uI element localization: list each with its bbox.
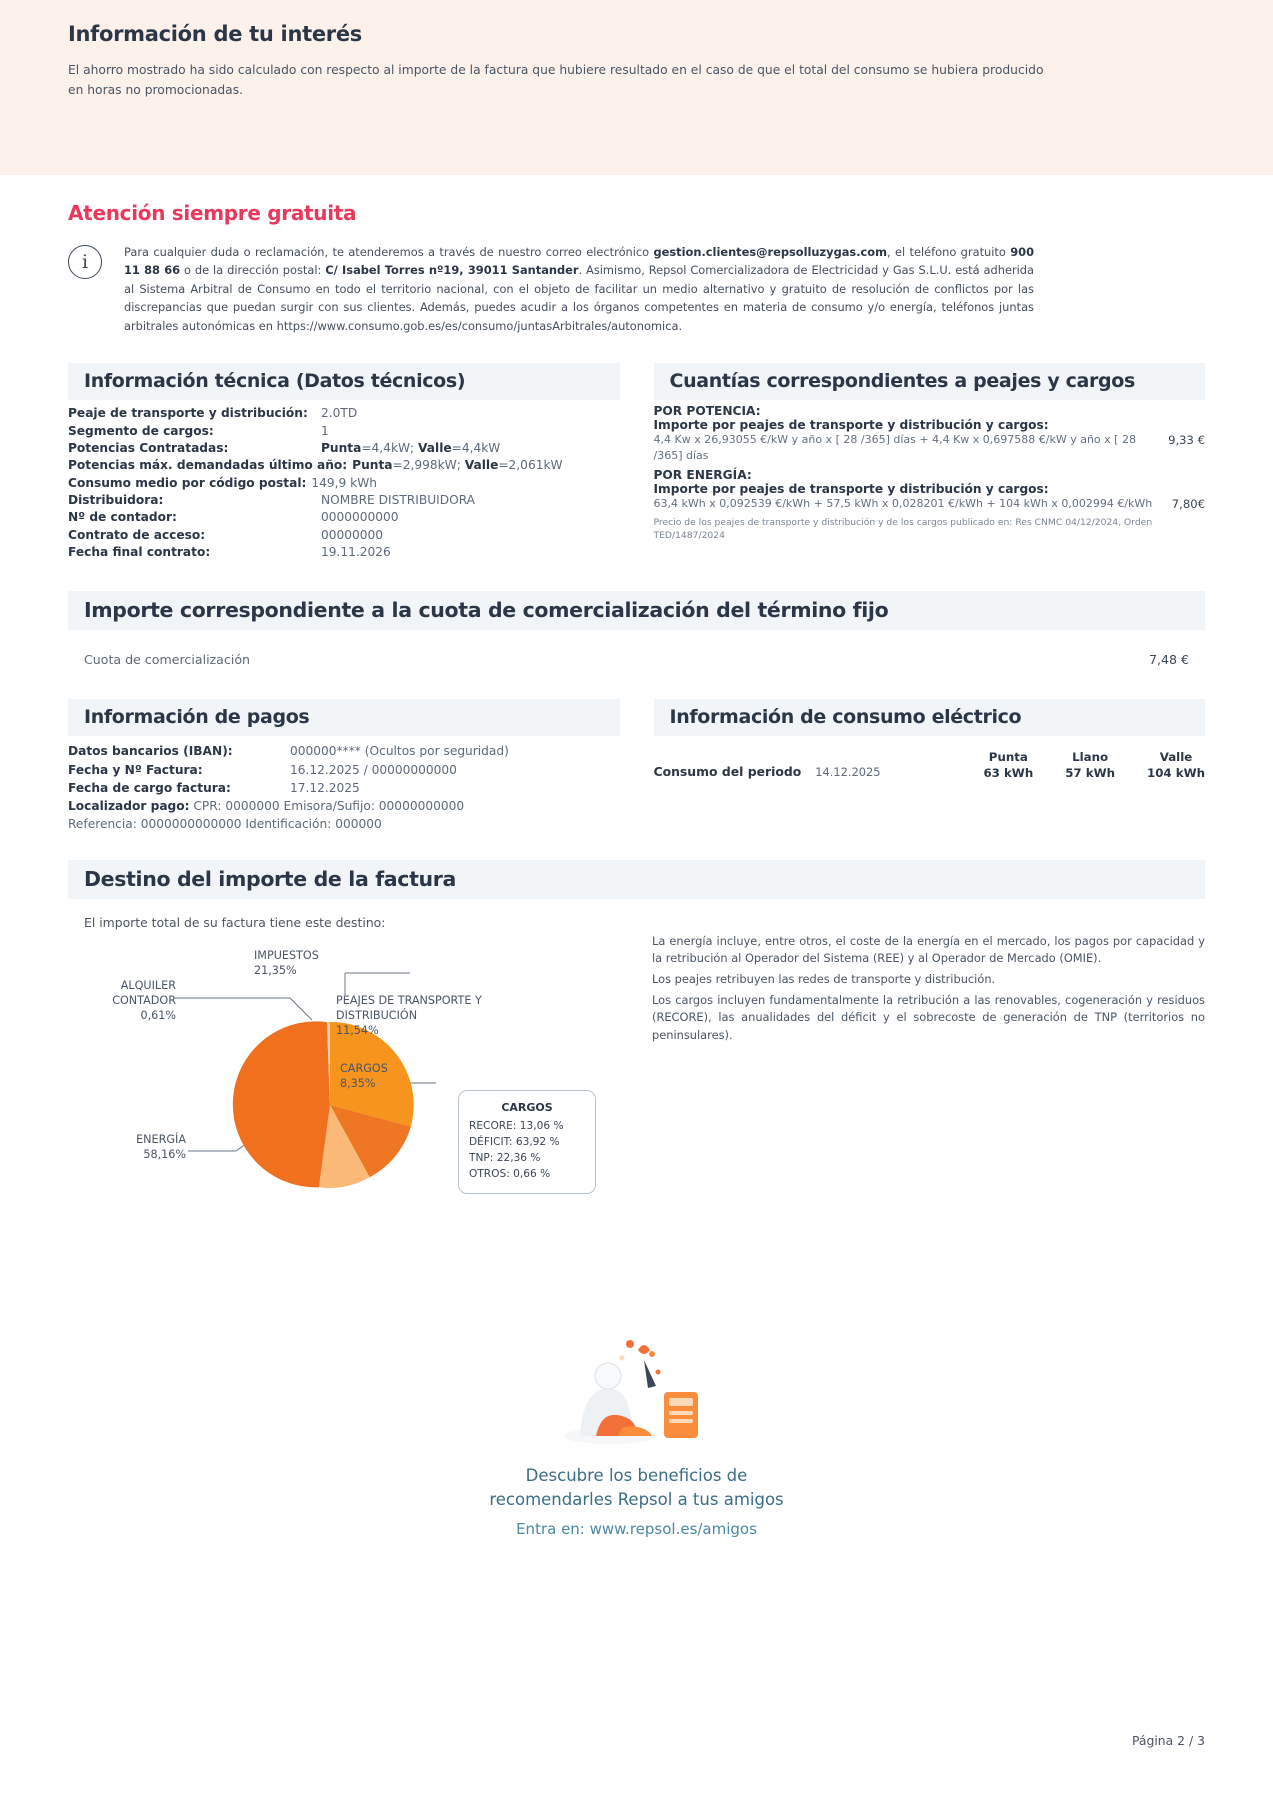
atencion-p1: Para cualquier duda o reclamación, te atenderemos a través de nuestro correo electrónico <box>124 245 654 259</box>
table-row <box>68 761 620 779</box>
label-pct: 11,54% <box>336 1024 379 1037</box>
iban-value: 000000**** (Ocultos por seguridad) <box>290 744 509 759</box>
row-value <box>347 457 562 474</box>
label-pct: 8,35% <box>340 1076 376 1090</box>
pagos-title: Información de pagos <box>68 699 620 736</box>
fecha-factura-label: Fecha y Nº Factura: <box>68 762 203 777</box>
potencia-formula: 4,4 Kw x 26,93055 €/kW y año x [ 28 /365] días + 4,4 Kw x 0,697588 €/kW y año x [ 28 /365] días <box>653 433 1136 463</box>
consumo-row-label: Consumo del periodo <box>653 763 802 779</box>
energia-formula-row <box>654 496 1206 512</box>
cuantias-title: Cuantías correspondientes a peajes y cargos <box>654 363 1206 400</box>
consumo-cell-punta <box>983 750 1033 781</box>
atencion-section <box>0 175 1273 335</box>
table-row <box>68 509 620 526</box>
cell-name: Valle <box>1159 750 1193 765</box>
cuota-section <box>0 591 1273 683</box>
localizador-label: Localizador pago: <box>68 799 190 814</box>
atencion-p4: . Asimismo, Repsol Comercializadora de Electricidad y Gas S.L.U. está adherida al Sistema Arbitral de Consumo en todo el territorio nacional, con el objeto de facilitar un medio alternativo y gratuito de resolución de conflictos por las discrepancias que puedan surgir con sus clientes. Además, puedes acudir a los órganos competentes en materia de consumo y/o energía, teléfonos juntas arbitrales autonómicas en https://www.consumo.gob.es/es/consumo/juntasArbitrales/autonomica. <box>124 263 1035 333</box>
destino-explanations <box>652 915 1205 1238</box>
tecnica-title: Información técnica (Datos técnicos) <box>68 363 620 400</box>
tecnica-table <box>68 405 620 561</box>
cargos-line-recore: RECORE: 13,06 % <box>469 1120 564 1133</box>
localizador-row <box>68 797 620 815</box>
consumo-cell-valle <box>1147 750 1205 781</box>
potencia-amount: 9,33 € <box>1168 433 1205 448</box>
atencion-phone: 900 11 88 66 <box>124 245 1034 278</box>
table-row <box>68 779 620 797</box>
cargos-line-tnp: TNP: 22,36 % <box>469 1152 541 1165</box>
label-name: ALQUILER CONTADOR <box>112 978 176 1007</box>
promo-text-2: recomendarles Repsol a tus amigos <box>489 1489 784 1509</box>
localizador-value: CPR: 0000000 Emisora/Sufijo: 00000000000 <box>193 799 465 814</box>
cell-name: Punta <box>988 750 1028 765</box>
page-number: Página 2 / 3 <box>1131 1733 1205 1748</box>
table-row <box>68 457 620 474</box>
row-value <box>316 440 500 457</box>
destino-chart-wrap <box>68 915 628 1238</box>
destino-pie-chart <box>68 938 628 1238</box>
consumo-date: 14.12.2025 <box>815 764 881 779</box>
energia-formula: 63,4 kWh x 0,092539 €/kWh + 57,5 kWh x 0,028201 €/kWh + 104 kWh x 0,002994 €/kWh <box>653 497 1153 511</box>
tecnica-cuantias-row <box>0 363 1273 561</box>
row-value: 19.11.2026 <box>321 544 391 559</box>
promo-text-1: Descubre los beneficios de <box>525 1465 748 1485</box>
cuota-amount: 7,48 € <box>1148 652 1189 668</box>
label-name: CARGOS <box>340 1061 388 1075</box>
row-value: 00000000 <box>321 527 384 542</box>
cargos-line-deficit: DÉFICIT: 63,92 % <box>469 1136 560 1149</box>
pagos-table <box>68 742 620 833</box>
cuota-label: Cuota de comercialización <box>84 652 251 668</box>
atencion-email: gestion.clientes@repsolluzygas.com <box>653 245 887 259</box>
promo-block <box>0 1330 1273 1538</box>
interes-title: Información de tu interés <box>68 22 362 46</box>
potencia-formula-row <box>654 432 1206 464</box>
cargos-breakdown-box <box>458 1090 596 1194</box>
destino-p2: Los peajes retribuyen las redes de transporte y distribución. <box>652 972 996 987</box>
energia-amount: 7,80€ <box>1171 497 1205 512</box>
fecha-factura-value: 16.12.2025 / 00000000000 <box>290 762 457 777</box>
consumo-table <box>654 750 1206 781</box>
table-row <box>68 405 620 422</box>
cell-value: 63 kWh <box>983 765 1034 780</box>
interes-text: El ahorro mostrado ha sido calculado con respecto al importe de la factura que hubiere resultado en el caso de que el total del consumo se hubiera producido en horas no promocionadas. <box>68 63 1044 98</box>
row-key: Nº de contador: <box>68 510 177 525</box>
atencion-address: C/ Isabel Torres nº19, 39011 Santander <box>325 263 579 278</box>
cell-value: 57 kWh <box>1065 765 1115 780</box>
row-value: 149,9 kWh <box>311 475 377 490</box>
fecha-cargo-value: 17.12.2025 <box>290 780 360 795</box>
atencion-p2: , el teléfono gratuito <box>887 245 1011 259</box>
consumo-column <box>654 699 1206 833</box>
punta-label: Punta <box>321 441 362 455</box>
energia-subtitle: Importe por peajes de transporte y distribución y cargos: <box>653 482 1049 497</box>
fecha-cargo-label: Fecha de cargo factura: <box>68 780 231 795</box>
row-key: Peaje de transporte y distribución: <box>68 406 308 421</box>
atencion-text <box>124 243 1034 335</box>
pagos-column <box>68 699 620 833</box>
atencion-title: Atención siempre gratuita <box>68 201 357 225</box>
valle-value: =2,061kW <box>498 458 563 473</box>
cuantias-column <box>654 363 1206 561</box>
cargos-line-otros: OTROS: 0,66 % <box>469 1167 551 1180</box>
tecnica-column <box>68 363 620 561</box>
promo-link[interactable]: Entra en: www.repsol.es/amigos <box>516 1519 757 1538</box>
interes-banner <box>0 0 1273 175</box>
label-pct: 21,35% <box>254 963 297 977</box>
table-row <box>68 475 620 492</box>
table-row <box>68 742 620 760</box>
row-key: Potencias Contratadas: <box>68 441 229 455</box>
label-name: IMPUESTOS <box>254 948 319 962</box>
por-energia-label: POR ENERGÍA: <box>653 468 752 483</box>
cuota-title: Importe correspondiente a la cuota de comercialización del término fijo <box>68 591 1205 630</box>
row-value: 0000000000 <box>321 510 399 525</box>
table-row <box>68 423 620 440</box>
promo-illustration <box>0 1330 1273 1450</box>
punta-value: =2,998kW; <box>392 458 465 473</box>
table-row <box>68 544 620 561</box>
label-name: ENERGÍA <box>136 1132 186 1146</box>
table-row <box>68 440 620 457</box>
por-potencia-label: POR POTENCIA: <box>653 404 761 419</box>
destino-section <box>0 860 1273 1238</box>
cell-name: Llano <box>1072 750 1109 765</box>
row-key: Fecha final contrato: <box>68 544 211 559</box>
referencia-row: Referencia: 0000000000000 Identificación: 000000 <box>68 817 382 832</box>
atencion-body <box>68 243 1205 335</box>
row-key: Contrato de acceso: <box>68 527 206 542</box>
destino-intro: El importe total de su factura tiene este destino: <box>84 914 386 930</box>
row-value: 2.0TD <box>321 406 358 421</box>
atencion-p3: o de la dirección postal: <box>180 263 326 278</box>
row-key: Segmento de cargos: <box>68 423 214 438</box>
destino-title: Destino del importe de la factura <box>68 860 1205 899</box>
cuota-row <box>68 630 1205 683</box>
destino-body <box>68 915 1205 1238</box>
row-value: 1 <box>321 423 329 438</box>
cuantias-body <box>654 404 1206 543</box>
cell-value: 104 kWh <box>1147 765 1205 780</box>
consumo-cell-llano <box>1065 750 1115 781</box>
promo-line-1 <box>0 1464 1273 1512</box>
potencia-subtitle: Importe por peajes de transporte y distribución y cargos: <box>653 418 1049 433</box>
punta-label: Punta <box>352 458 393 473</box>
row-key: Distribuidora: <box>68 492 164 507</box>
consumo-title: Información de consumo eléctrico <box>654 699 1206 736</box>
row-key: Consumo medio por código postal: <box>68 475 307 490</box>
punta-value: =4,4kW; <box>361 441 419 455</box>
friends-illustration-icon <box>552 1332 722 1450</box>
valle-label: Valle <box>418 441 452 455</box>
consumo-cells <box>902 750 1205 781</box>
label-pct: 58,16% <box>143 1147 186 1161</box>
table-row <box>68 492 620 509</box>
valle-value: =4,4kW <box>451 441 501 455</box>
info-icon: i <box>68 245 102 279</box>
cargos-box-title: CARGOS <box>501 1100 553 1114</box>
row-key: Potencias máx. demandadas último año: <box>68 458 348 473</box>
label-pct: 0,61% <box>140 1009 176 1022</box>
valle-label: Valle <box>464 458 499 473</box>
cuantias-note: Precio de los peajes de transporte y distribución y de los cargos publicado en: Res CNMC 04/12/2024, Orden TED/1487/2024 <box>653 517 1153 542</box>
destino-p3: Los cargos incluyen fundamentalmente la retribución a las renovables, cogeneración y residuos (RECORE), las anualidades del déficit y el sobrecoste de generación de TNP (territorios no peninsulares). <box>652 992 1205 1043</box>
label-name: PEAJES DE TRANSPORTE Y DISTRIBUCIÓN <box>336 993 482 1022</box>
table-row <box>68 527 620 544</box>
row-value: NOMBRE DISTRIBUIDORA <box>321 492 476 507</box>
iban-label: Datos bancarios (IBAN): <box>68 744 233 759</box>
pagos-consumo-row <box>0 699 1273 833</box>
destino-p1: La energía incluye, entre otros, el coste de la energía en el mercado, los pagos por capacidad y la retribución al Operador del Sistema (REE) y al Operador de Mercado (OMIE). <box>652 933 1205 966</box>
